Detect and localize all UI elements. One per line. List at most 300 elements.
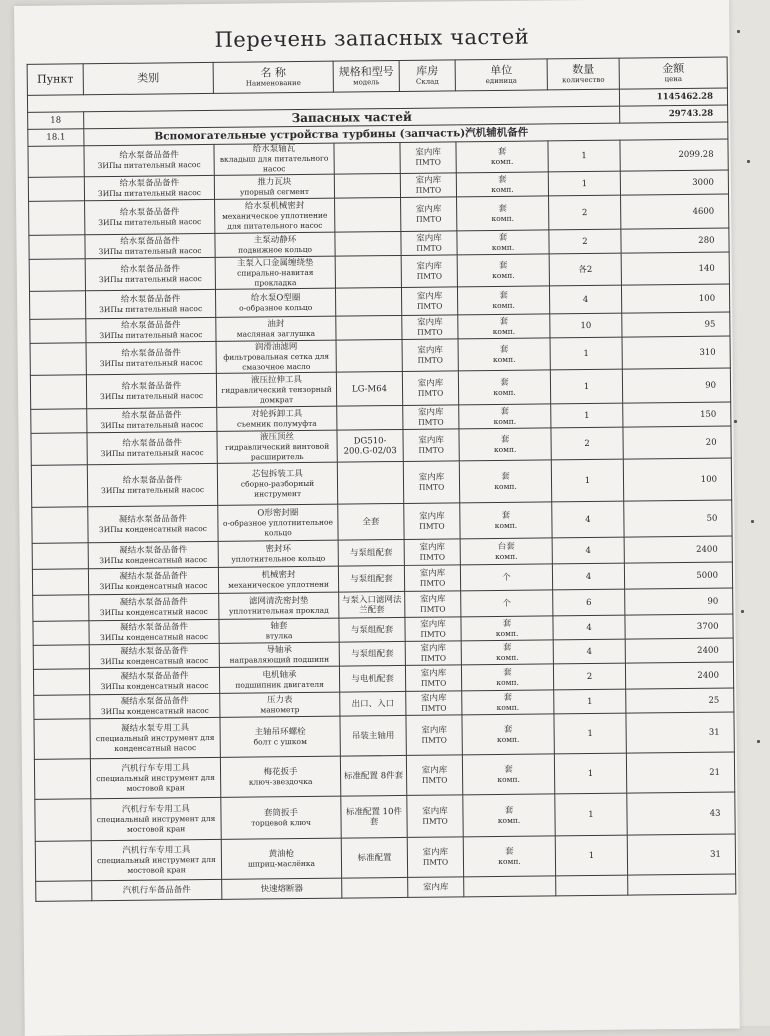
model-cell xyxy=(340,691,406,716)
model-primary xyxy=(337,214,398,215)
unit-secondary: комп. xyxy=(493,416,517,426)
price-primary: 310 xyxy=(699,347,716,358)
warehouse-primary: 室内库 xyxy=(417,378,444,389)
unit-primary: 套 xyxy=(501,510,511,521)
category-primary: 凝结水泵备品备件 xyxy=(118,513,187,525)
price-primary: 100 xyxy=(698,293,716,304)
price-primary: 100 xyxy=(700,474,718,485)
price-primary: 3700 xyxy=(696,621,719,632)
item-name-secondary: механическое уплотнение для питательного насос xyxy=(222,210,328,231)
warehouse-primary: 室内库 xyxy=(416,233,442,244)
price-primary: 50 xyxy=(706,513,718,524)
quantity-cell xyxy=(552,501,624,538)
warehouse-secondary: ПМТО xyxy=(420,678,447,688)
category-cell xyxy=(87,407,217,432)
warehouse-secondary: ПМТО xyxy=(415,157,441,167)
unit-primary: 套 xyxy=(503,667,512,678)
category-cell xyxy=(85,257,215,290)
quantity-cell xyxy=(549,253,621,286)
category-cell xyxy=(89,619,219,644)
price-primary: 2400 xyxy=(696,544,718,555)
price-cell xyxy=(620,170,728,195)
price-primary: 43 xyxy=(709,808,721,819)
model-primary xyxy=(338,243,399,244)
model-cell xyxy=(334,142,400,174)
punkt-cell xyxy=(32,543,88,570)
quantity-primary: 4 xyxy=(582,294,589,305)
category-secondary: специальный инструмент для мостовой кран xyxy=(97,854,216,875)
quantity-primary: 2 xyxy=(581,207,588,218)
category-secondary: ЗИПы питательный насос xyxy=(98,245,202,256)
item-name-secondary: фильтровальная сетка для смазочное масло xyxy=(223,351,330,372)
punkt-cell xyxy=(34,719,90,760)
quantity-cell xyxy=(553,615,625,640)
warehouse-secondary: ПМТО xyxy=(418,482,445,492)
quantity-primary: 1 xyxy=(587,768,594,779)
unit-primary: 套 xyxy=(498,203,507,214)
punkt-cell xyxy=(36,881,92,902)
category-primary: 凝结水泵备品备件 xyxy=(120,695,189,707)
category-primary: 给水泵备品备件 xyxy=(120,263,181,275)
quantity-primary: 1 xyxy=(588,850,595,861)
price-cell xyxy=(628,874,736,895)
category-cell xyxy=(86,373,216,408)
section-total: 29743.28 xyxy=(620,105,728,123)
unit-cell xyxy=(456,141,548,173)
warehouse-secondary: ПМТО xyxy=(417,327,443,337)
punkt-cell xyxy=(33,645,89,670)
item-name-cell xyxy=(215,256,335,289)
item-name-cell xyxy=(216,340,336,373)
unit-primary: 个 xyxy=(502,598,512,609)
unit-secondary: комп. xyxy=(496,677,519,687)
quantity-cell xyxy=(551,403,623,428)
model-primary: 与泵组配套 xyxy=(349,547,393,559)
quantity-cell xyxy=(554,753,626,794)
model-cell xyxy=(339,665,405,692)
item-name-secondary: о-образное кольцо xyxy=(239,302,313,313)
quantity-cell xyxy=(549,229,621,254)
warehouse-primary: 室内库 xyxy=(415,147,441,158)
unit-secondary: комп. xyxy=(496,702,520,712)
category-primary: 凝结水泵专用工具 xyxy=(121,722,190,734)
quantity-cell xyxy=(553,589,625,616)
unit-cell xyxy=(462,754,554,795)
warehouse-cell xyxy=(403,405,459,430)
category-cell xyxy=(91,839,221,880)
quantity-cell xyxy=(552,563,624,590)
category-secondary: ЗИПы конденсатный насос xyxy=(99,554,208,565)
category-primary: 凝结水泵备品备件 xyxy=(119,570,188,582)
category-primary: 汽机行车专用工具 xyxy=(121,803,190,815)
item-name-primary: 轴套 xyxy=(270,620,288,631)
punkt-cell xyxy=(29,235,85,260)
punkt-cell xyxy=(31,465,87,508)
model-cell xyxy=(342,877,408,898)
warehouse-cell xyxy=(405,617,461,642)
unit-primary: 套 xyxy=(504,805,514,816)
item-name-secondary: о-образное уплотнительное кольцо xyxy=(222,517,333,537)
unit-cell xyxy=(458,314,550,339)
model-cell xyxy=(340,715,406,756)
item-name-cell xyxy=(216,316,336,341)
unit-primary: 套 xyxy=(498,260,508,271)
warehouse-primary: 室内库 xyxy=(417,317,443,328)
model-cell xyxy=(337,429,403,462)
unit-cell xyxy=(459,404,551,429)
price-cell xyxy=(624,562,732,589)
category-secondary: ЗИПы питательный насос xyxy=(97,160,201,171)
warehouse-primary: 室内库 xyxy=(419,542,445,553)
warehouse-primary: 室内库 xyxy=(420,619,446,630)
category-cell xyxy=(84,144,214,176)
punkt-cell xyxy=(33,669,89,696)
unit-primary: 套 xyxy=(498,174,507,185)
subsection-label: Вспомогательные устройства турбины (запчасть)汽机辅机备件 xyxy=(84,122,728,146)
warehouse-secondary: ПМТО xyxy=(416,214,442,224)
punkt-cell xyxy=(32,569,88,596)
warehouse-primary: 室内库 xyxy=(419,594,446,605)
warehouse-primary: 室内库 xyxy=(416,261,443,272)
speck xyxy=(734,420,737,423)
unit-cell xyxy=(462,690,554,715)
category-primary: 给水泵备品备件 xyxy=(119,150,179,161)
price-primary: 31 xyxy=(708,727,720,738)
unit-cell xyxy=(458,370,550,405)
warehouse-secondary: ПМТО xyxy=(421,735,447,745)
warehouse-cell xyxy=(401,287,457,316)
warehouse-secondary: ПМТО xyxy=(417,388,444,398)
model-cell xyxy=(340,755,406,796)
warehouse-cell xyxy=(402,315,458,340)
item-name-primary: 给水泵O型圈 xyxy=(250,292,301,304)
price-cell xyxy=(621,252,729,285)
warehouse-secondary: ПМТО xyxy=(417,355,443,365)
category-cell xyxy=(87,463,217,506)
header-unit: 单位 единица xyxy=(455,59,547,91)
price-primary: 5000 xyxy=(696,570,719,581)
category-cell xyxy=(91,797,221,840)
category-primary: 凝结水泵备品备件 xyxy=(120,645,189,657)
item-name-secondary: болт с ушком xyxy=(253,736,307,747)
category-primary: 给水泵备品备件 xyxy=(119,206,180,218)
quantity-primary: 1 xyxy=(584,475,591,486)
model-primary: 出口、入口 xyxy=(351,698,395,710)
model-cell xyxy=(339,591,405,618)
punkt-cell xyxy=(30,375,86,410)
item-name-primary: 给水泵轴瓦 xyxy=(252,144,296,155)
category-primary: 给水泵备品备件 xyxy=(122,437,182,449)
price-primary: 25 xyxy=(708,695,720,706)
category-primary: 汽机行车专用工具 xyxy=(122,844,191,856)
quantity-cell xyxy=(556,875,628,896)
unit-secondary: комп. xyxy=(490,156,514,167)
item-name-primary: 黄油枪 xyxy=(268,848,295,859)
unit-cell xyxy=(461,640,553,665)
model-primary: 标准配置 10件套 xyxy=(345,806,403,827)
price-cell xyxy=(626,712,734,753)
punkt-cell xyxy=(33,595,89,622)
unit-primary: 套 xyxy=(499,316,509,327)
item-name-cell xyxy=(219,642,339,667)
price-cell xyxy=(620,139,728,171)
quantity-cell xyxy=(553,663,625,690)
warehouse-cell xyxy=(405,641,461,666)
unit-primary: 套 xyxy=(502,642,512,653)
quantity-cell xyxy=(551,459,623,502)
model-primary xyxy=(337,158,398,159)
item-name-cell xyxy=(219,592,339,619)
item-name-cell xyxy=(215,198,335,233)
item-name-cell xyxy=(220,692,340,717)
price-cell xyxy=(622,368,730,403)
quantity-cell xyxy=(550,337,622,370)
model-cell xyxy=(337,405,403,430)
item-name-primary: 芯包拆装工具 xyxy=(251,468,303,480)
quantity-cell xyxy=(549,195,621,230)
warehouse-primary: 室内库 xyxy=(422,881,449,893)
model-primary: 与泵组配套 xyxy=(350,624,394,636)
category-cell xyxy=(86,317,216,342)
model-primary xyxy=(337,185,398,186)
speck xyxy=(747,160,750,163)
unit-cell xyxy=(459,428,551,461)
category-cell xyxy=(85,233,215,258)
category-cell xyxy=(85,199,215,234)
item-name-cell xyxy=(216,372,336,407)
price-cell xyxy=(623,458,731,501)
category-primary: 凝结水泵备品备件 xyxy=(120,670,189,682)
quantity-cell xyxy=(548,171,620,196)
unit-cell xyxy=(463,794,555,837)
warehouse-cell xyxy=(408,877,464,898)
unit-secondary: комп. xyxy=(493,444,517,454)
warehouse-primary: 室内库 xyxy=(421,725,447,736)
category-primary: 给水泵备品备件 xyxy=(121,319,181,331)
category-secondary: ЗИПы питательный насос xyxy=(100,419,204,430)
model-primary: 标准配置 xyxy=(357,852,392,863)
warehouse-primary: 室内库 xyxy=(422,847,449,858)
model-primary xyxy=(338,271,399,272)
unit-primary: 套 xyxy=(504,764,513,775)
category-cell xyxy=(92,879,222,900)
quantity-cell xyxy=(553,639,625,664)
quantity-primary: 1 xyxy=(588,809,594,820)
header-category: 类别 xyxy=(83,62,213,94)
warehouse-secondary: ПМТО xyxy=(418,417,444,427)
warehouse-cell xyxy=(400,173,456,198)
model-cell xyxy=(336,315,402,340)
unit-cell xyxy=(463,836,555,877)
unit-secondary: комп. xyxy=(495,551,518,561)
category-secondary: ЗИПы питательный насос xyxy=(101,484,205,495)
price-primary xyxy=(630,884,721,885)
model-cell xyxy=(339,617,405,642)
unit-secondary: комп. xyxy=(494,481,517,491)
category-secondary: ЗИПы питательный насос xyxy=(99,329,203,340)
model-cell xyxy=(338,503,404,540)
price-primary: 140 xyxy=(698,263,715,274)
unit-cell xyxy=(460,502,552,539)
model-primary: 与泵组配套 xyxy=(350,573,393,585)
item-name-cell xyxy=(217,406,337,431)
item-name-cell xyxy=(214,143,334,175)
category-primary: 给水泵备品备件 xyxy=(121,347,181,359)
item-name-primary: O形密封圈 xyxy=(257,507,299,518)
quantity-cell xyxy=(555,793,627,836)
price-cell xyxy=(621,194,729,229)
category-secondary: ЗИПы конденсатный насос xyxy=(100,631,209,642)
unit-secondary xyxy=(466,886,553,887)
quantity-primary: 4 xyxy=(586,622,592,633)
warehouse-secondary: ПМТО xyxy=(416,301,443,311)
warehouse-secondary: ПМТО xyxy=(415,185,442,195)
item-name-cell xyxy=(217,430,337,463)
model-cell xyxy=(338,539,404,566)
unit-primary: 套 xyxy=(499,290,508,301)
price-primary: 2099.28 xyxy=(678,149,714,161)
warehouse-primary: 室内库 xyxy=(417,345,443,356)
warehouse-secondary: ПМТО xyxy=(421,703,447,713)
warehouse-primary: 室内库 xyxy=(418,472,445,483)
header-qty: 数量 количество xyxy=(547,58,619,90)
price-cell xyxy=(623,426,731,459)
item-name-cell xyxy=(221,838,341,879)
category-primary: 给水泵备品备件 xyxy=(120,293,181,305)
item-name-primary: 导轴承 xyxy=(266,644,293,655)
unit-cell xyxy=(459,460,551,503)
unit-cell xyxy=(460,564,552,591)
price-cell xyxy=(626,688,734,713)
item-name-secondary: направляющий подшипн xyxy=(229,654,330,665)
category-secondary: ЗИПы конденсатный насос xyxy=(98,523,207,534)
quantity-primary: 1 xyxy=(583,381,590,392)
warehouse-cell xyxy=(400,142,456,174)
table-row xyxy=(31,458,731,507)
category-secondary: ЗИПы питательный насос xyxy=(99,303,203,314)
model-cell xyxy=(335,287,401,316)
item-name-secondary: съемник полумуфта xyxy=(236,418,317,429)
parts-table xyxy=(27,57,737,902)
item-name-secondary: уплотнительная проклад xyxy=(228,605,329,616)
category-secondary: ЗИПы питательный насос xyxy=(98,273,202,284)
item-name-primary: 梅花扳手 xyxy=(263,766,298,777)
warehouse-cell xyxy=(403,429,459,462)
price-cell xyxy=(622,336,730,369)
category-cell xyxy=(89,667,219,694)
warehouse-cell xyxy=(403,461,459,504)
model-primary: DG510-200.G-02/03 xyxy=(343,435,397,457)
unit-secondary: комп. xyxy=(498,856,521,866)
price-cell xyxy=(621,284,729,313)
item-name-primary: 主泵入口金属缠绕垫 xyxy=(236,257,314,269)
unit-cell xyxy=(456,172,548,197)
item-name-primary: 快速熔断器 xyxy=(260,883,304,894)
model-primary: LG-M64 xyxy=(351,383,388,394)
category-primary: 凝结水泵备品备件 xyxy=(119,621,189,633)
price-primary: 90 xyxy=(705,380,717,391)
warehouse-cell xyxy=(406,715,462,756)
price-primary: 280 xyxy=(698,235,715,246)
punkt-cell xyxy=(30,343,86,376)
warehouse-primary: 室内库 xyxy=(420,668,447,679)
unit-secondary: комп. xyxy=(495,628,519,638)
category-primary: 给水泵备品备件 xyxy=(121,380,182,392)
category-secondary: ЗИПы конденсатный насос xyxy=(99,580,208,591)
model-primary: 与泵入口滤网法兰配套 xyxy=(341,594,402,615)
category-primary: 凝结水泵备品备件 xyxy=(119,596,188,608)
price-primary: 20 xyxy=(705,437,717,448)
section-number: 18 xyxy=(28,112,84,130)
item-name-secondary: спирально-навитая прокладка xyxy=(237,267,314,287)
price-primary: 2400 xyxy=(697,645,719,656)
item-name-primary: 电机轴承 xyxy=(262,669,297,680)
model-cell xyxy=(335,197,401,232)
quantity-primary: 1 xyxy=(581,151,587,162)
warehouse-primary: 室内库 xyxy=(418,435,444,446)
quantity-cell xyxy=(549,285,621,314)
price-primary: 21 xyxy=(709,767,721,778)
header-punkt: Пункт xyxy=(27,64,83,96)
quantity-primary xyxy=(558,885,625,886)
subsection-number: 18.1 xyxy=(28,129,84,147)
warehouse-cell xyxy=(405,591,461,618)
category-secondary: ЗИПы конденсатный насос xyxy=(100,705,209,716)
category-cell xyxy=(89,593,219,620)
category-primary: 给水泵备品备件 xyxy=(119,177,180,189)
item-name-cell xyxy=(215,232,335,257)
unit-secondary: комп. xyxy=(492,354,516,364)
category-cell xyxy=(90,757,220,798)
item-name-cell xyxy=(220,716,340,757)
category-primary: 汽机行车专用工具 xyxy=(121,762,190,774)
unit-secondary: комп. xyxy=(492,326,516,336)
price-cell xyxy=(625,588,733,615)
warehouse-cell xyxy=(407,795,463,838)
item-name-cell xyxy=(222,878,342,899)
category-cell xyxy=(90,693,220,718)
punkt-cell xyxy=(34,759,90,800)
price-cell xyxy=(624,500,732,537)
model-primary xyxy=(339,355,400,356)
item-name-secondary: вкладыш для питательного насос xyxy=(219,153,329,174)
warehouse-secondary: ПМТО xyxy=(419,521,445,531)
price-primary: 3000 xyxy=(692,177,714,188)
category-secondary: ЗИПы питательный насос xyxy=(99,357,203,368)
model-primary xyxy=(339,417,400,418)
warehouse-secondary: ПМТО xyxy=(422,816,448,826)
document-page xyxy=(14,0,740,1036)
item-name-secondary: подшипник двигателя xyxy=(235,679,324,690)
warehouse-primary: 室内库 xyxy=(420,643,447,654)
category-cell xyxy=(84,175,214,200)
category-secondary: специальный инструмент для мостовой кран xyxy=(96,813,216,834)
quantity-primary: 2 xyxy=(582,236,588,247)
price-cell xyxy=(623,402,731,427)
category-secondary: ЗИПы питательный насос xyxy=(100,390,204,401)
unit-cell xyxy=(461,590,553,617)
price-cell xyxy=(627,792,735,835)
price-primary: 150 xyxy=(700,409,717,420)
warehouse-cell xyxy=(405,665,461,692)
warehouse-cell xyxy=(401,255,457,288)
punkt-cell xyxy=(33,621,89,646)
model-cell xyxy=(338,565,404,592)
quantity-primary: 10 xyxy=(580,320,592,331)
punkt-cell xyxy=(30,319,86,344)
price-cell xyxy=(625,614,733,639)
item-name-cell xyxy=(215,288,335,317)
